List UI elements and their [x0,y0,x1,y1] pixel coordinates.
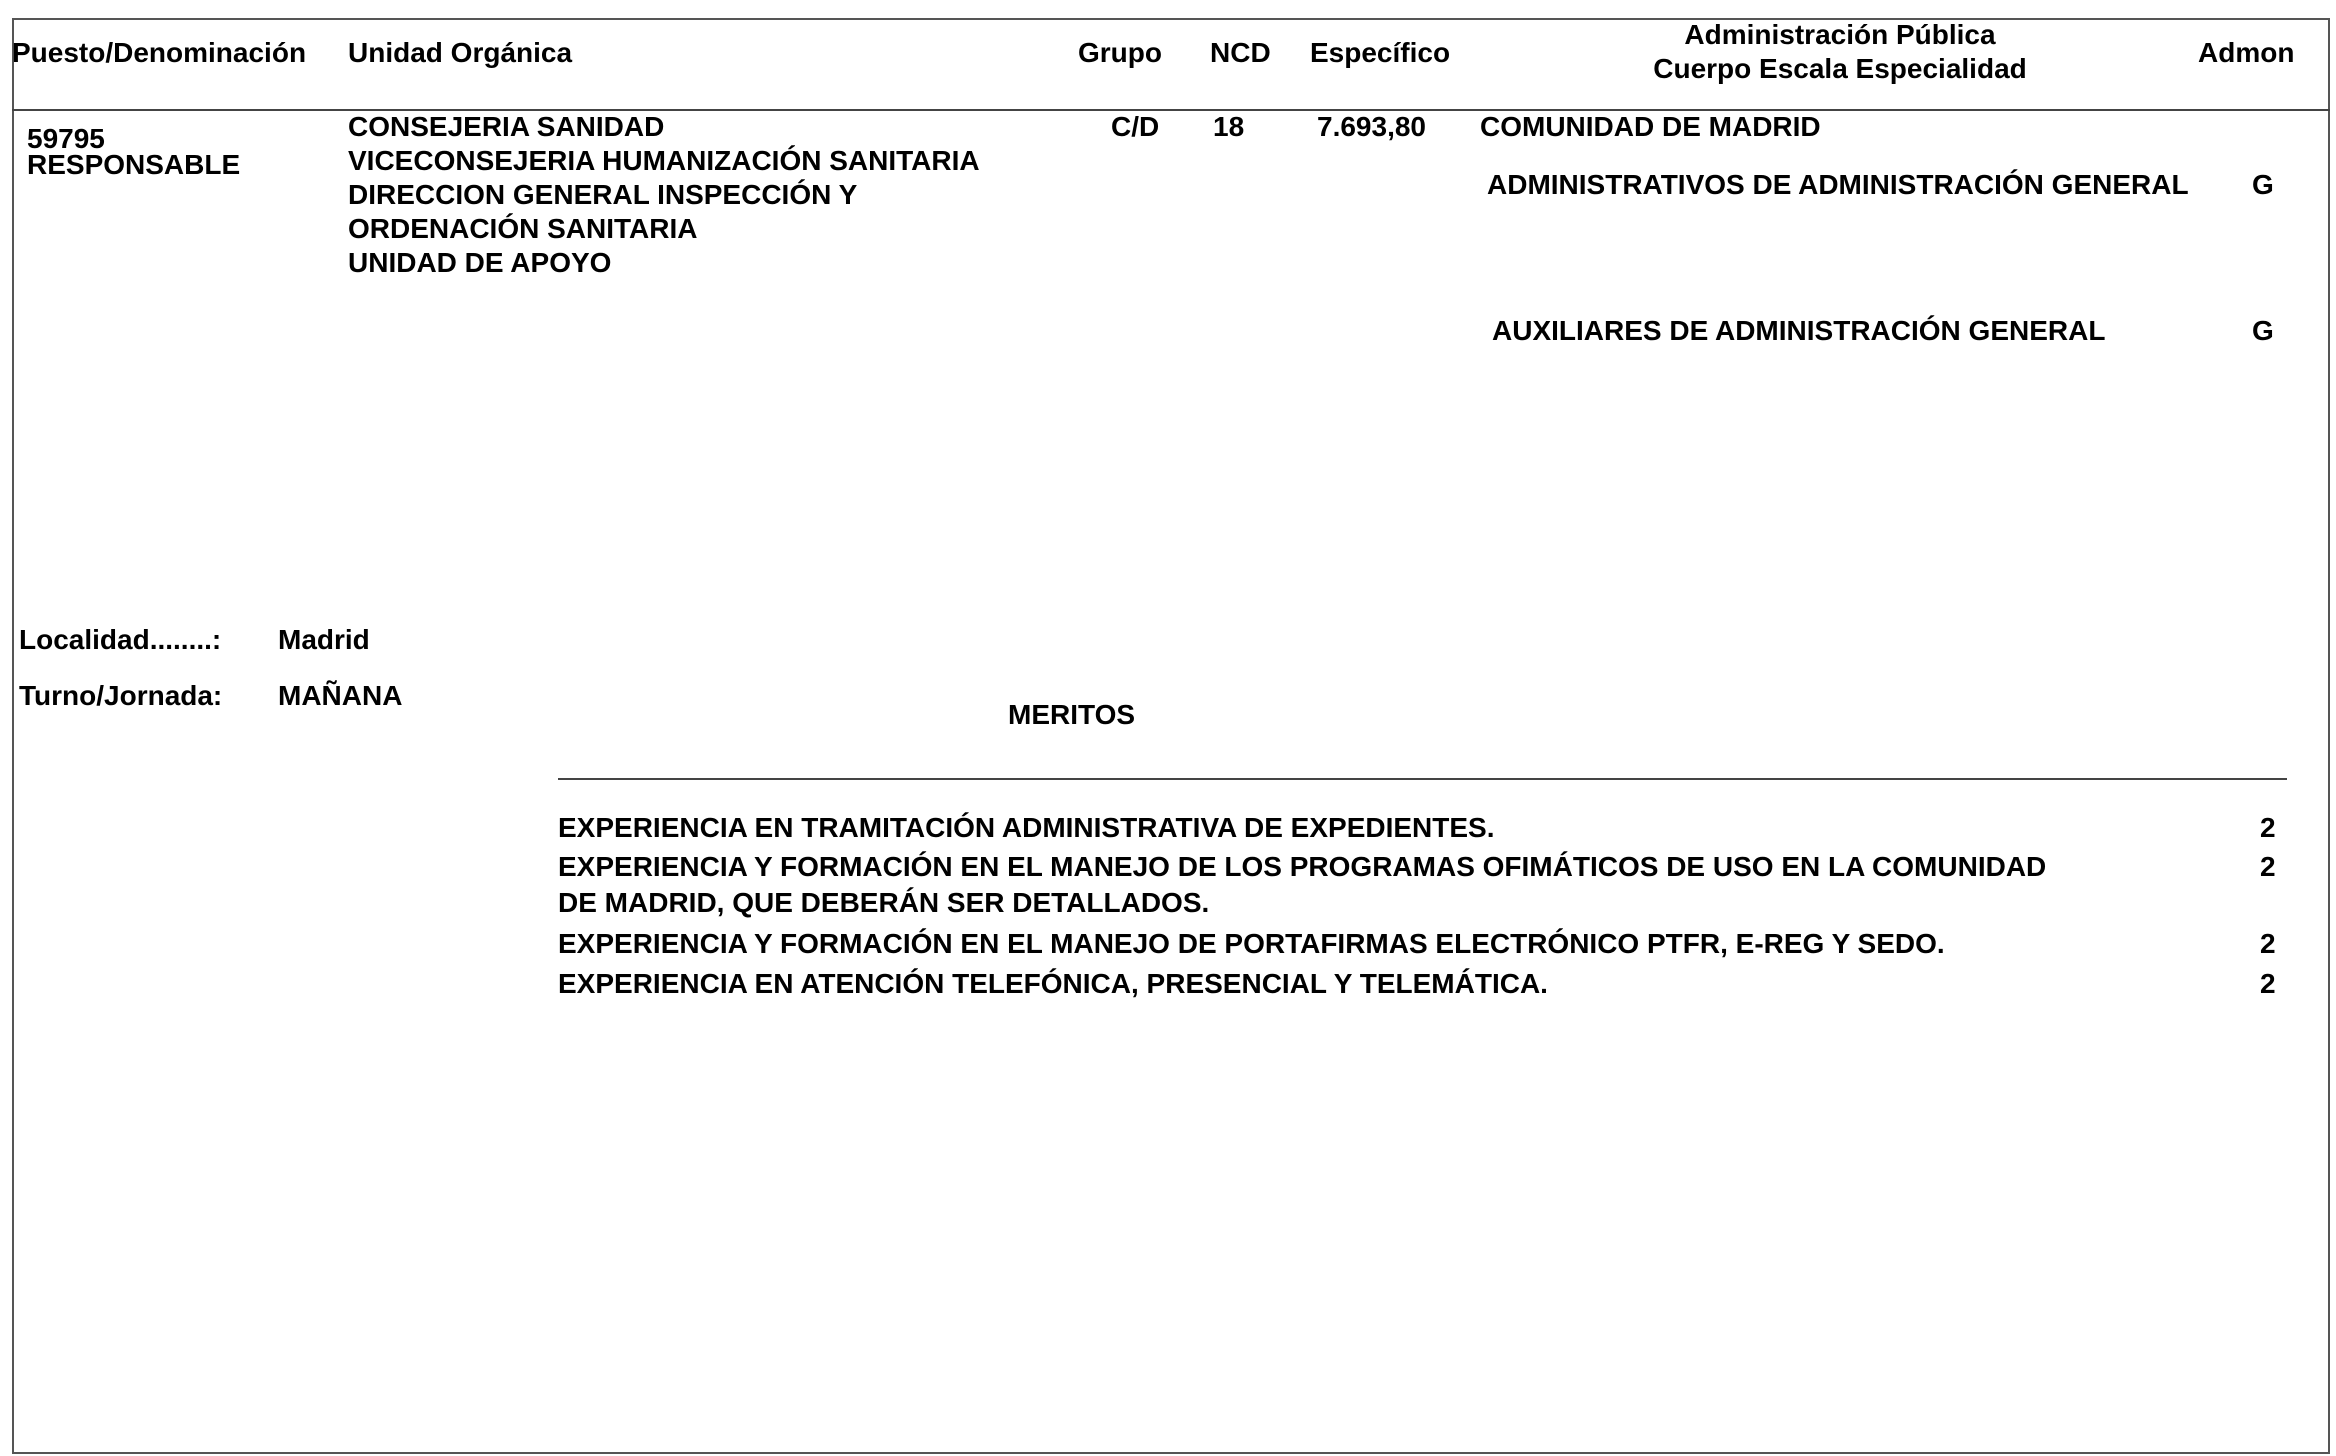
merito-item: EXPERIENCIA EN TRAMITACIÓN ADMINISTRATIVA DE EXPEDIENTES. [558,812,1495,843]
merito-puntos: 2 [2260,968,2276,999]
turno-value: MAÑANA [278,680,403,711]
merito-puntos: 2 [2260,928,2276,959]
turno-label: Turno/Jornada: [19,680,223,711]
cuerpo-name: AUXILIARES DE ADMINISTRACIÓN GENERAL [1492,315,2106,346]
header-cuerpo-escala: Cuerpo Escala Especialidad [1653,53,2027,84]
header-admon: Admon [2198,37,2295,68]
localidad-label: Localidad........: [19,624,222,655]
header-grupo: Grupo [1078,37,1162,68]
meritos-divider [558,778,2287,780]
header-unidad: Unidad Orgánica [348,37,573,68]
unidad-line: ORDENACIÓN SANITARIA [348,213,698,244]
merito-item: EXPERIENCIA Y FORMACIÓN EN EL MANEJO DE LOS PROGRAMAS OFIMÁTICOS DE USO EN LA COMUNIDAD [558,851,2047,882]
header-ncd: NCD [1210,37,1271,68]
cuerpo-admon: G [2252,169,2274,200]
grupo-value: C/D [1111,111,1160,142]
localidad-value: Madrid [278,624,370,655]
merito-puntos: 2 [2260,812,2276,843]
ncd-value: 18 [1213,111,1245,142]
puesto-denominacion: RESPONSABLE [27,149,241,180]
header-especifico: Específico [1310,37,1451,68]
administracion-value: COMUNIDAD DE MADRID [1480,111,1821,142]
header-puesto: Puesto/Denominación [12,37,307,68]
unidad-line: DIRECCION GENERAL INSPECCIÓN Y [348,179,858,210]
especifico-value: 7.693,80 [1317,111,1426,142]
meritos-title: MERITOS [1008,699,1136,730]
merito-puntos: 2 [2260,851,2276,882]
puesto-codigo: 59795 [27,123,105,154]
merito-item: EXPERIENCIA Y FORMACIÓN EN EL MANEJO DE PORTAFIRMAS ELECTRÓNICO PTFR, E-REG Y SEDO. [558,928,1945,959]
unidad-line: CONSEJERIA SANIDAD [348,111,665,142]
merito-item: EXPERIENCIA EN ATENCIÓN TELEFÓNICA, PRESENCIAL Y TELEMÁTICA. [558,968,1548,999]
header-admin-publica: Administración Pública [1684,19,1996,50]
unidad-line: UNIDAD DE APOYO [348,247,612,278]
merito-item: DE MADRID, QUE DEBERÁN SER DETALLADOS. [558,887,1210,918]
cuerpo-admon: G [2252,315,2274,346]
cuerpo-name: ADMINISTRATIVOS DE ADMINISTRACIÓN GENERAL [1487,169,2189,200]
unidad-line: VICECONSEJERIA HUMANIZACIÓN SANITARIA [348,145,980,176]
